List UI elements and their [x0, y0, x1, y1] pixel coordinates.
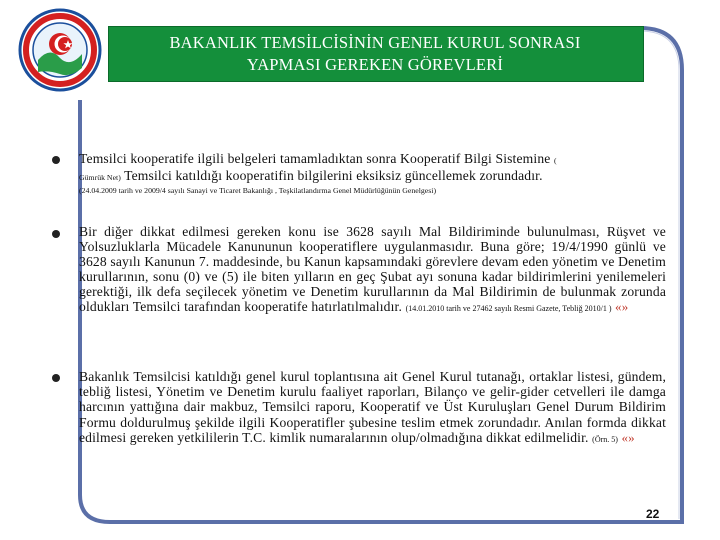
bullet-2-reference: (14.01.2010 tarih ve 27462 sayılı Resmi Gazete, Tebliğ 2010/1 ) — [405, 303, 612, 313]
bullet-1-text-b: Temsilci katıldığı kooperatifin bilgilerini eksiksiz güncellemek zorundadır. — [124, 168, 543, 183]
bullet-3-text — [79, 369, 666, 447]
bullet-dot-1 — [52, 156, 60, 164]
bullet-3-body: Bakanlık Temsilcisi katıldığı genel kurul toplantısına ait Genel Kurul tutanağı, ortaklar listesi, gündem, tebliğ listesi, Yönetim ve Denetim kurulu faaliyet raporları, Bilanço ve gelir-gider cetvelleri ile damga harcının yattığına dair makbuz, Temsilci raporu, Kooperatif ve Üst Kuruluşları Genel Durum Bildirim Formu doldurulmuş şekilde ilgili Kooperatifler şubesine teslim etmek zorundadır. Anılan formda dikkat edilmesi gereken yetkililerin T.C. kimlik numaralarının olup/olmadığına dikkat edilmelidir. — [79, 369, 666, 445]
page-number: 22 — [646, 507, 660, 521]
bullet-2-body: Bir diğer dikkat edilmesi gereken konu ise 3628 sayılı Mal Bildiriminde bulunulması, Rüşvet ve Yolsuzluklarla Mücadele Kanununun kooperatiflere uygulanmasıdır. Buna göre; 19/4/1990 günlü ve 3628 sayılı Kanunun 7. maddesinde, bu Kanun kapsamındaki görevlere devam eden yönetim ve Denetim kurullarının, sonu (0) ve (5) ile biten yılların en geç Şubat ayı sonuna kadar bildirimlerini yenilemeleri gerektiği, ilk defa seçilecek yönetim ve Denetim kurullarının da Mal Bildirimin de bulunmak zorunda oldukları Temsilci tarafından kooperatife hatırlatılmalıdır. — [79, 224, 666, 314]
bullet-dot-2 — [52, 230, 60, 238]
bullet-1-small-1: Gümrük Net) — [79, 173, 121, 182]
title-line-2: YAPMASI GEREKEN GÖREVLERİ — [246, 55, 504, 74]
bullet-2-text — [79, 225, 666, 316]
bullet-dot-3 — [52, 374, 60, 382]
bullet-1-text — [79, 151, 666, 202]
title-line-1: BAKANLIK TEMSİLCİSİNİN GENEL KURUL SONRASI — [169, 33, 581, 52]
bullet-1-source: (24.04.2009 tarih ve 2009/4 sayılı Sanayi ve Ticaret Bakanlığı , Teşkilatlandırma Genel Müdürlüğünün Genelgesi) — [79, 186, 437, 195]
ministry-emblem-icon — [18, 8, 102, 92]
bullet-1-text-a: Temsilci kooperatife ilgili belgeleri tamamladıktan sonra Kooperatif Bilgi Sistemine — [79, 151, 551, 166]
bullet-1-paren: ( — [554, 156, 557, 165]
bullet-3-reference: (Örn. 5) — [592, 434, 618, 444]
bullet-3-link-marker[interactable]: «» — [621, 429, 635, 445]
bullet-2-link-marker[interactable]: «» — [615, 298, 629, 314]
slide-title — [110, 32, 640, 76]
